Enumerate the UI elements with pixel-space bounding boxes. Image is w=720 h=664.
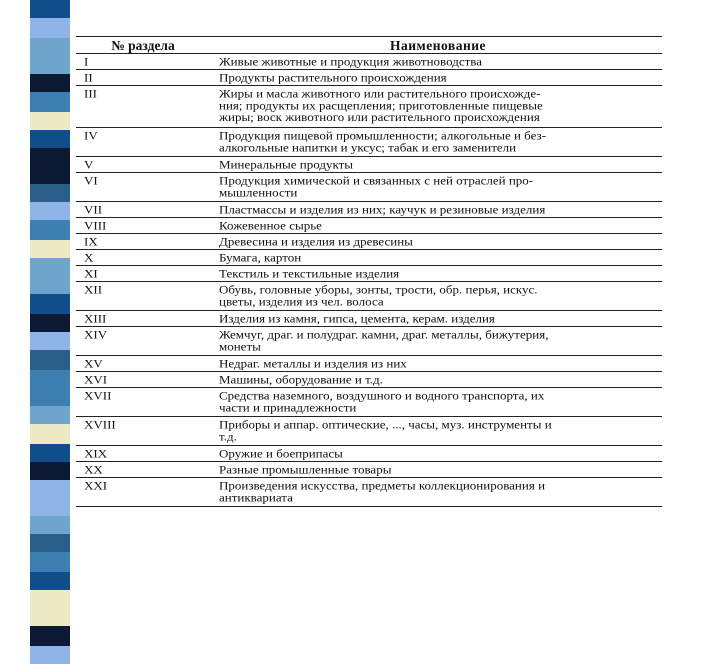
section-number: XIX: [76, 446, 210, 460]
section-number: X: [76, 250, 210, 264]
stripe-block: [30, 314, 70, 332]
stripe-block: [30, 18, 70, 38]
section-name-line: Бумага, картон: [219, 249, 302, 264]
table-row: [76, 478, 662, 507]
section-number: II: [76, 70, 210, 84]
section-name: [214, 86, 662, 124]
section-name-line: Обувь, головные уборы, зонты, трости, обр. перья, искус.: [219, 281, 538, 296]
table-row: [76, 311, 662, 327]
section-name-line: Текстиль и текстильные изделия: [219, 265, 400, 280]
header-section-number: № раздела: [76, 37, 210, 54]
section-number: XXI: [76, 478, 210, 504]
section-name: [214, 462, 662, 476]
section-name-line: Недраг. металлы и изделия из них: [219, 355, 407, 370]
section-name-line: Живые животные и продукция животноводства: [219, 53, 483, 68]
table-row: [76, 417, 662, 446]
stripe-block: [30, 480, 70, 516]
stripe-block: [30, 74, 70, 92]
section-number: XVII: [76, 388, 210, 414]
section-name: [214, 282, 662, 308]
section-name-line: Жиры и масла животного или растительного происхожде-: [219, 85, 541, 100]
table-row: [76, 266, 662, 282]
stripe-block: [30, 424, 70, 444]
section-name-line: Продукты растительного происхождения: [219, 69, 447, 84]
stripe-block: [30, 112, 70, 130]
table-row: [76, 327, 662, 356]
section-number: XIV: [76, 327, 210, 353]
section-name-line: Приборы и аппар. оптические, ..., часы, муз. инструменты и: [219, 416, 552, 431]
stripe-block: [30, 626, 70, 646]
section-name: [214, 327, 662, 353]
section-name: [214, 70, 662, 84]
stripe-block: [30, 0, 70, 18]
section-number: IX: [76, 234, 210, 248]
section-name-line: Средства наземного, воздушного и водного транспорта, их: [219, 387, 545, 402]
section-number: III: [76, 86, 210, 124]
section-name: [214, 128, 662, 154]
section-name-line: жиры; воск животного или растительного происхождения: [219, 109, 540, 123]
section-name-line: Продукция химической и связанных с ней отраслей про-: [219, 172, 534, 187]
table-row: [76, 128, 662, 157]
table-row: [76, 234, 662, 250]
section-name-line: части и принадлежности: [219, 399, 357, 414]
section-name: [214, 356, 662, 370]
stripe-block: [30, 294, 70, 314]
section-name-line: Кожевенное сырье: [219, 217, 322, 232]
section-number: I: [76, 54, 210, 68]
table-header-row: [76, 37, 662, 54]
section-name: [214, 266, 662, 280]
stripe-block: [30, 148, 70, 184]
stripe-block: [30, 590, 70, 626]
section-number: XX: [76, 462, 210, 476]
table-row: [76, 218, 662, 234]
stripe-block: [30, 462, 70, 480]
stripe-block: [30, 38, 70, 74]
section-name-line: т.д.: [219, 428, 237, 443]
table-row: [76, 388, 662, 417]
section-name-line: Продукция пищевой промышленности; алкогольные и без-: [219, 127, 547, 142]
stripe-block: [30, 220, 70, 240]
section-name-line: Жемчуг, драг. и полудраг. камни, драг. металлы, бижутерия,: [219, 326, 549, 341]
table-row: [76, 356, 662, 372]
section-name: [214, 173, 662, 199]
stripe-block: [30, 258, 70, 294]
section-name-line: мышленности: [219, 184, 298, 199]
hs-sections-table: [76, 36, 662, 507]
stripe-block: [30, 406, 70, 424]
section-name-line: Древесина и изделия из древесины: [219, 233, 413, 248]
stripe-block: [30, 350, 70, 370]
section-number: XI: [76, 266, 210, 280]
section-name: [214, 446, 662, 460]
section-name: [214, 311, 662, 325]
stripe-block: [30, 184, 70, 202]
section-name-line: Изделия из камня, гипса, цемента, керам. изделия: [219, 310, 495, 325]
section-number: XIII: [76, 311, 210, 325]
table-row: [76, 54, 662, 70]
table-row: [76, 282, 662, 311]
stripe-block: [30, 240, 70, 258]
table-row: [76, 86, 662, 128]
section-name-line: Пластмассы и изделия из них; каучук и резиновые изделия: [219, 201, 546, 216]
section-name-line: цветы, изделия из чел. волоса: [219, 293, 384, 308]
section-name-line: алкогольные напитки и уксус; табак и его заменители: [219, 139, 517, 154]
section-number: XVI: [76, 372, 210, 386]
section-name-line: ния; продукты их расщепления; приготовленные пищевые: [219, 97, 543, 112]
section-name: [214, 202, 662, 216]
table-row: [76, 462, 662, 478]
header-name: Наименование: [214, 37, 662, 54]
table-row: [76, 250, 662, 266]
stripe-block: [30, 444, 70, 462]
section-number: VII: [76, 202, 210, 216]
section-name-line: Произведения искусства, предметы коллекционирования и: [219, 477, 546, 492]
section-name-line: Оружие и боеприпасы: [219, 445, 343, 460]
table-row: [76, 446, 662, 462]
stripe-block: [30, 552, 70, 572]
section-number: XII: [76, 282, 210, 308]
stripe-block: [30, 534, 70, 552]
table-row: [76, 202, 662, 218]
section-number: V: [76, 157, 210, 171]
section-name-line: Машины, оборудование и т.д.: [219, 371, 383, 386]
section-number: VIII: [76, 218, 210, 232]
section-number: VI: [76, 173, 210, 199]
table-row: [76, 372, 662, 388]
section-name-line: монеты: [219, 338, 261, 353]
section-name-line: антиквариата: [219, 489, 293, 504]
section-number: XV: [76, 356, 210, 370]
section-name: [214, 388, 662, 414]
section-name: [214, 478, 662, 504]
stripe-block: [30, 572, 70, 590]
section-name: [214, 250, 662, 264]
stripe-block: [30, 516, 70, 534]
section-name: [214, 372, 662, 386]
section-name: [214, 218, 662, 232]
stripe-block: [30, 202, 70, 220]
section-name-line: Минеральные продукты: [219, 156, 354, 171]
section-name: [214, 54, 662, 68]
section-number: IV: [76, 128, 210, 154]
section-name: [214, 417, 662, 443]
section-name-line: Разные промышленные товары: [219, 461, 392, 476]
section-name: [214, 234, 662, 248]
stripe-block: [30, 370, 70, 406]
section-name: [214, 157, 662, 171]
section-number: XVIII: [76, 417, 210, 443]
decorative-stripe: [30, 0, 70, 540]
table-row: [76, 70, 662, 86]
stripe-block: [30, 92, 70, 112]
stripe-block: [30, 332, 70, 350]
table-row: [76, 157, 662, 173]
stripe-block: [30, 130, 70, 148]
table-row: [76, 173, 662, 202]
stripe-block: [30, 646, 70, 664]
